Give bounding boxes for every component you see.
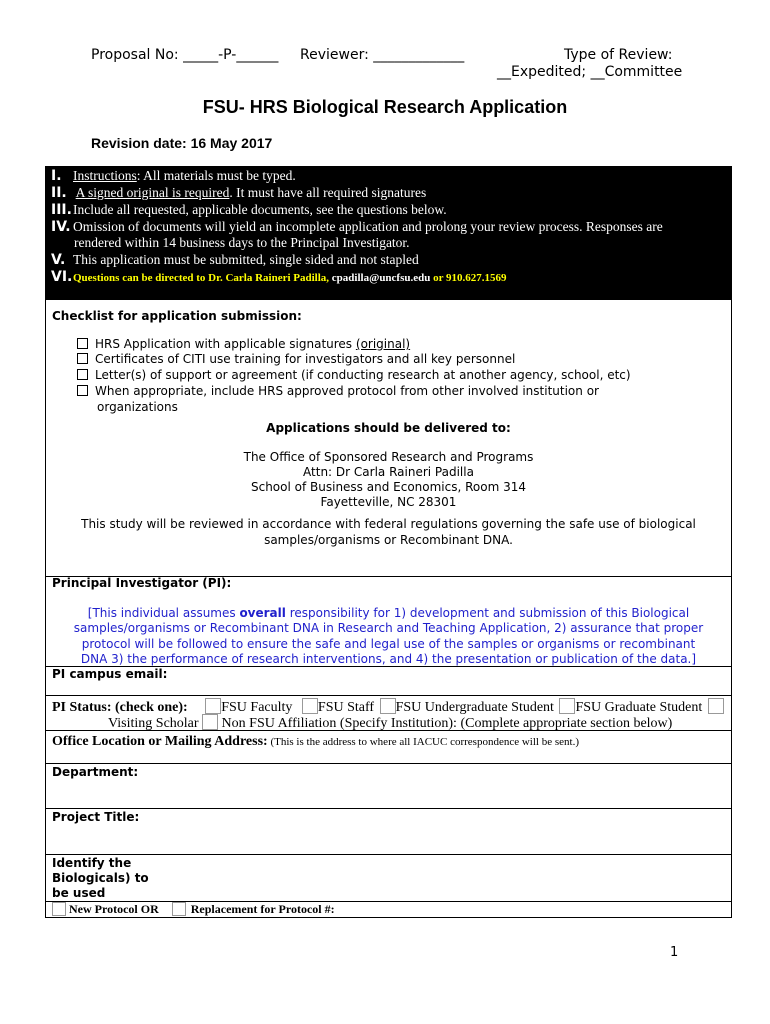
review-note: This study will be reviewed in accordance with federal regulations governing the safe use of biological bbox=[81, 517, 696, 531]
item-number: II. bbox=[51, 185, 67, 201]
option-label: Visiting Scholar bbox=[108, 716, 199, 731]
biologicals-label: be used bbox=[52, 886, 106, 900]
option-label: FSU Graduate Student bbox=[575, 700, 703, 715]
replacement-label: Replacement for Protocol #: bbox=[190, 902, 335, 916]
instruction-text: . It must have all required signatures bbox=[229, 185, 427, 200]
checkbox-replacement[interactable] bbox=[172, 902, 186, 916]
office-label-line bbox=[52, 732, 579, 750]
pi-email-label: PI campus email: bbox=[52, 667, 168, 681]
department-label: Department: bbox=[52, 765, 139, 779]
pi-desc-bold: overall bbox=[239, 606, 286, 620]
checklist-item-text: When appropriate, include HRS approved protocol from other involved institution or bbox=[95, 384, 599, 398]
reviewer-field: Reviewer: _____________ bbox=[300, 47, 465, 63]
page-number: 1 bbox=[670, 945, 679, 960]
pi-description: DNA 3) the performance of research interventions, and 4) the presentation or publication of the data.] bbox=[80, 652, 697, 666]
checklist-item-text: HRS Application with applicable signatures bbox=[95, 337, 356, 351]
address-line: Fayetteville, NC 28301 bbox=[320, 495, 457, 509]
option-label: FSU Faculty bbox=[221, 700, 293, 715]
checklist-item[interactable] bbox=[77, 368, 631, 382]
checklist-item-text: Certificates of CITI use training for investigators and all key personnel bbox=[95, 352, 516, 366]
checklist-item-text: Letter(s) of support or agreement (if conducting research at another agency, school, etc) bbox=[95, 368, 631, 382]
revision-date: Revision date: 16 May 2017 bbox=[91, 135, 273, 151]
checkbox[interactable] bbox=[77, 369, 88, 380]
address-line: Attn: Dr Carla Raineri Padilla bbox=[303, 465, 474, 479]
contact-text: Questions can be directed to Dr. Carla Raineri Padilla, bbox=[73, 272, 330, 284]
proposal-number-field: Proposal No: _____-P-______ bbox=[91, 47, 279, 63]
pi-desc-text: [This individual assumes bbox=[87, 606, 240, 620]
option-label: FSU Undergraduate Student bbox=[395, 700, 554, 715]
type-of-review-label: Type of Review: bbox=[564, 47, 673, 63]
item-number: IV. bbox=[51, 219, 71, 235]
instruction-text: Omission of documents will yield an incomplete application and prolong your review process. Responses are bbox=[73, 219, 663, 234]
contact-phone: or 910.627.1569 bbox=[430, 272, 507, 284]
instruction-text: This application must be submitted, single sided and not stapled bbox=[73, 252, 419, 267]
option-label: Non FSU Affiliation (Specify Institution): (Complete appropriate section below) bbox=[221, 716, 673, 731]
checkbox-fsu-staff[interactable] bbox=[302, 698, 318, 714]
biologicals-label: Identify the bbox=[52, 856, 132, 870]
item-number: VI. bbox=[51, 269, 73, 285]
instruction-text: : All materials must be typed. bbox=[136, 168, 296, 183]
instruction-text: rendered within 14 business days to the Principal Investigator. bbox=[74, 235, 410, 250]
biologicals-label: Biologicals) to bbox=[52, 871, 149, 885]
checkbox-undergrad[interactable] bbox=[380, 698, 396, 714]
checkbox-visiting-scholar[interactable] bbox=[708, 698, 724, 714]
checkbox-graduate[interactable] bbox=[559, 698, 575, 714]
checkbox-fsu-faculty[interactable] bbox=[205, 698, 221, 714]
contact-email[interactable]: cpadilla@uncfsu.edu bbox=[329, 272, 431, 284]
project-title-label: Project Title: bbox=[52, 810, 140, 824]
item-number: III. bbox=[51, 202, 72, 218]
project-title-row[interactable] bbox=[45, 808, 732, 855]
new-protocol-label: New Protocol OR bbox=[69, 902, 159, 916]
checkbox[interactable] bbox=[77, 338, 88, 349]
checklist-item[interactable] bbox=[77, 337, 410, 351]
review-options: __Expedited; __Committee bbox=[497, 64, 683, 80]
department-row[interactable] bbox=[45, 763, 732, 809]
review-note: samples/organisms or Recombinant DNA. bbox=[264, 533, 513, 547]
pi-description bbox=[45, 606, 732, 620]
delivered-heading: Applications should be delivered to: bbox=[266, 421, 511, 435]
item-number: V. bbox=[51, 252, 66, 268]
checkbox-new-protocol[interactable] bbox=[52, 902, 66, 916]
document-title: FSU- HRS Biological Research Application bbox=[202, 97, 568, 117]
office-note: (This is the address to where all IACUC correspondence will be sent.) bbox=[267, 736, 579, 748]
original-text: (original) bbox=[355, 337, 411, 351]
checkbox-non-fsu[interactable] bbox=[202, 714, 218, 730]
signed-original-text: A signed original is required bbox=[75, 185, 230, 200]
checklist-item[interactable] bbox=[77, 384, 599, 398]
checklist-item-text-cont: organizations bbox=[97, 400, 178, 414]
office-label: Office Location or Mailing Address: bbox=[52, 734, 268, 749]
pi-status-label: PI Status: (check one): bbox=[52, 700, 188, 715]
instructions-heading: Instructions bbox=[73, 168, 137, 183]
item-number: I. bbox=[51, 168, 62, 184]
pi-desc-text: responsibility for 1) development and submission of this Biological bbox=[285, 606, 690, 620]
pi-description: protocol will be followed to ensure the safe and legal use of the samples or organisms or recombinant bbox=[81, 637, 696, 651]
checkbox[interactable] bbox=[77, 385, 88, 396]
pi-heading: Principal Investigator (PI): bbox=[52, 576, 232, 590]
checklist-item[interactable] bbox=[77, 352, 515, 366]
address-line: School of Business and Economics, Room 314 bbox=[250, 480, 526, 494]
checkbox[interactable] bbox=[77, 353, 88, 364]
protocol-line bbox=[52, 902, 335, 917]
pi-description: samples/organisms or Recombinant DNA in Research and Teaching Application, 2) assurance that proper bbox=[73, 621, 704, 635]
option-label: FSU Staff bbox=[317, 700, 375, 715]
checklist-heading: Checklist for application submission: bbox=[52, 309, 302, 323]
instruction-text: Include all requested, applicable documents, see the questions below. bbox=[73, 202, 447, 217]
address-line: The Office of Sponsored Research and Programs bbox=[243, 450, 534, 464]
